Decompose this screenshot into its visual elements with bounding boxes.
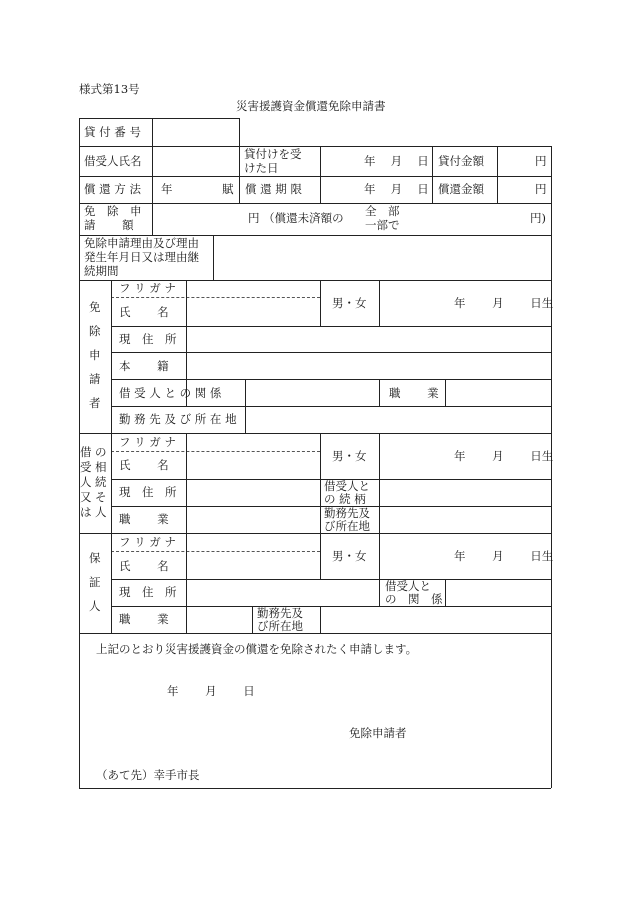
rule	[239, 146, 240, 203]
rule	[79, 176, 551, 177]
applicant-furigana-label: フ リ ガ ナ	[119, 281, 176, 295]
guarantor-name-field[interactable]	[187, 534, 319, 578]
group-char: 請	[89, 372, 101, 386]
loan-amount-yen[interactable]: 円	[535, 154, 547, 168]
rule	[239, 118, 240, 146]
repay-period-value[interactable]: 年 月 日	[364, 182, 429, 196]
borrower-name-label: 借受人氏名	[84, 154, 142, 168]
guarantor-workplace-label-line1: 勤務先及	[257, 606, 303, 620]
form-title: 災害援護資金償還免除申請書	[236, 99, 386, 113]
group-char: 免	[89, 300, 101, 314]
repay-method-year[interactable]: 年	[161, 182, 173, 196]
reason-label-line3: 続期間	[84, 264, 119, 278]
group-char: そ	[95, 490, 107, 504]
loan-number-label: 貸 付 番 号	[84, 125, 141, 139]
applicant-group-label	[89, 301, 101, 410]
applicant-workplace-label: 勤 務 先 及 び 所 在 地	[119, 412, 237, 426]
group-char: 人	[95, 505, 107, 519]
group-char: 人	[89, 599, 101, 613]
group-char: 受	[80, 460, 92, 474]
heir-workplace-field[interactable]	[380, 507, 550, 532]
group-char: 借	[80, 445, 92, 459]
form-number: 様式第13号	[79, 82, 140, 96]
loan-amount-label: 貸付金額	[438, 154, 484, 168]
exempt-yen-note[interactable]: 円 （償還未済額の	[248, 211, 344, 225]
repay-amount-label: 償還金額	[438, 182, 484, 196]
reason-field[interactable]	[214, 236, 550, 279]
guarantor-occupation-field[interactable]	[187, 607, 251, 632]
applicant-domicile-label: 本 籍	[119, 359, 169, 373]
applicant-occupation-field[interactable]	[446, 380, 550, 405]
heir-relation-label-line2: の 続 柄	[324, 492, 366, 506]
rule	[252, 606, 253, 633]
group-char: 人	[80, 475, 92, 489]
rule	[551, 146, 552, 788]
rule	[152, 176, 153, 203]
heir-birthdate[interactable]: 年 月 日生	[454, 449, 554, 463]
heir-address-label: 現 住 所	[119, 485, 177, 499]
application-date[interactable]: 年 月 日	[167, 684, 255, 698]
group-char: の	[95, 445, 107, 459]
rule	[497, 146, 498, 203]
heir-group-label-col2	[95, 446, 107, 519]
exempt-close-yen: 円)	[530, 211, 546, 225]
heir-gender[interactable]: 男・女	[332, 449, 367, 463]
rule	[79, 633, 551, 634]
applicant-signature-label: 免除申請者	[349, 726, 407, 740]
group-char: は	[80, 505, 92, 519]
group-char: 申	[89, 348, 101, 362]
rule	[320, 146, 321, 203]
rule	[320, 433, 321, 533]
guarantor-address-field[interactable]	[187, 580, 378, 605]
reason-label-line2: 発生年月日又は理由継	[84, 250, 199, 264]
declaration-statement: 上記のとおり災害援護資金の償還を免除されたく申請します。	[96, 642, 418, 656]
rule	[320, 280, 321, 326]
applicant-domicile-field[interactable]	[187, 353, 550, 378]
exempt-request-label-line2: 請 額	[84, 218, 134, 232]
heir-relation-field[interactable]	[380, 480, 550, 505]
applicant-birthdate[interactable]: 年 月 日生	[454, 296, 554, 310]
loan-date-label-line1: 貸付けを受	[244, 147, 302, 161]
heir-furigana-label: フ リ ガ ナ	[119, 435, 176, 449]
group-char: 除	[89, 324, 101, 338]
applicant-relation-label: 借 受 人 と の 関 係	[119, 386, 222, 400]
reason-label-line1: 免除申請理由及び理由	[84, 236, 199, 250]
applicant-name-label: 氏 名	[119, 305, 169, 319]
heir-relation-label-line1: 借受人と	[324, 479, 370, 493]
guarantor-name-label: 氏 名	[119, 559, 169, 573]
guarantor-relation-label-line1: 借受人と	[385, 579, 431, 593]
guarantor-occupation-label: 職 業	[119, 612, 169, 626]
rule	[79, 146, 551, 147]
guarantor-furigana-label: フ リ ガ ナ	[119, 535, 176, 549]
applicant-address-field[interactable]	[187, 327, 550, 351]
guarantor-relation-field[interactable]	[446, 580, 550, 605]
rule	[432, 146, 433, 203]
heir-name-field[interactable]	[187, 434, 319, 478]
rule	[79, 203, 551, 204]
addressee: （あて先）幸手市長	[96, 768, 200, 782]
group-char: 証	[89, 575, 101, 589]
rule	[379, 379, 380, 406]
heir-occupation-field[interactable]	[187, 507, 319, 532]
group-char: 保	[89, 551, 101, 565]
group-char: 者	[89, 396, 101, 410]
heir-workplace-label-line2: び所在地	[324, 519, 370, 533]
group-char: 又	[80, 490, 92, 504]
loan-number-field[interactable]	[153, 119, 238, 145]
heir-group-label-col1	[80, 446, 92, 519]
guarantor-address-label: 現 住 所	[119, 585, 177, 599]
rule	[111, 280, 112, 633]
applicant-relation-field[interactable]	[246, 380, 378, 405]
repay-method-label: 償 還 方 法	[84, 182, 141, 196]
guarantor-workplace-label-line2: び所在地	[257, 619, 303, 633]
applicant-signature-field[interactable]	[412, 722, 547, 742]
group-char: 相	[95, 460, 107, 474]
rule	[379, 533, 380, 606]
guarantor-gender[interactable]: 男・女	[332, 549, 367, 563]
rule	[379, 280, 380, 326]
loan-date-label-line2: けた日	[244, 161, 279, 175]
repay-method-installment[interactable]: 賦	[222, 182, 234, 196]
applicant-gender[interactable]: 男・女	[332, 296, 367, 310]
repay-period-label: 償 還 期 限	[245, 182, 302, 196]
rule	[320, 533, 321, 579]
applicant-occupation-label: 職 業	[389, 386, 439, 400]
applicant-workplace-field[interactable]	[246, 407, 550, 432]
exempt-request-label-line1: 免 除 申	[84, 204, 142, 218]
applicant-name-field[interactable]	[187, 281, 319, 325]
repay-amount-yen[interactable]: 円	[535, 182, 547, 196]
heir-workplace-label-line1: 勤務先及	[324, 506, 370, 520]
applicant-address-label: 現 住 所	[119, 332, 177, 346]
guarantor-workplace-field[interactable]	[321, 607, 550, 632]
borrower-name-field[interactable]	[153, 147, 238, 175]
partial-portion[interactable]: 一部で	[365, 218, 400, 232]
rule	[152, 203, 153, 235]
guarantor-group-label	[89, 552, 101, 613]
guarantor-birthdate[interactable]: 年 月 日生	[454, 549, 554, 563]
group-char: 続	[95, 475, 107, 489]
rule	[79, 788, 551, 789]
all-portion[interactable]: 全 部	[365, 204, 400, 218]
heir-occupation-label: 職 業	[119, 512, 169, 526]
heir-name-label: 氏 名	[119, 458, 169, 472]
heir-address-field[interactable]	[187, 480, 319, 505]
guarantor-relation-label-line2: の 関 係	[385, 592, 443, 606]
loan-date-value[interactable]: 年 月 日	[364, 154, 429, 168]
